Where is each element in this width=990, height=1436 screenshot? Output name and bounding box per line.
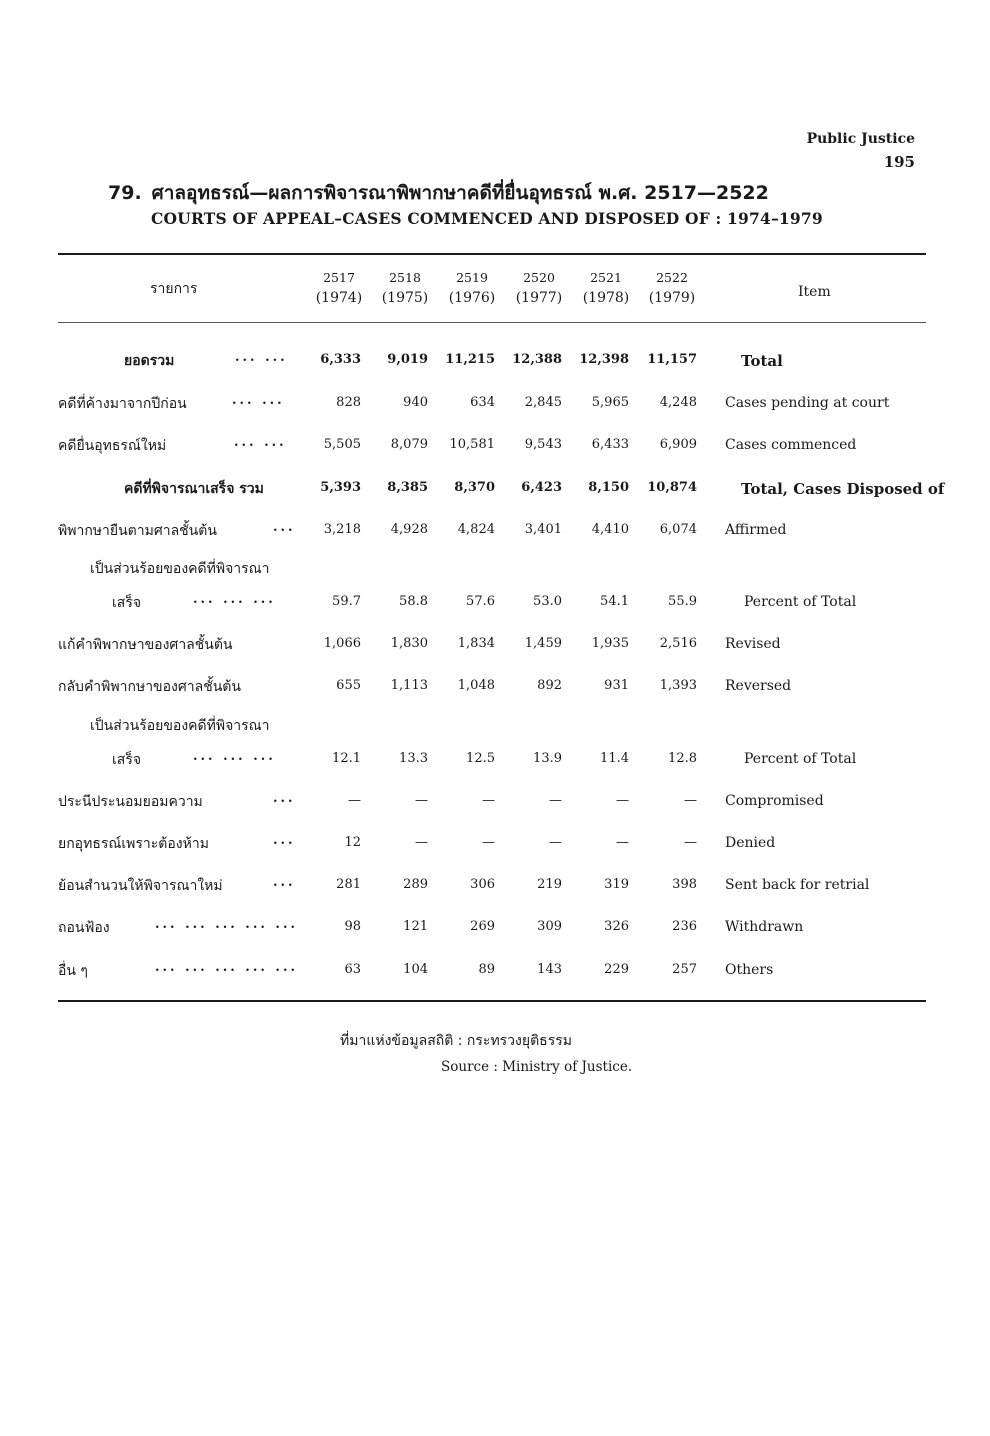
table-row: [0, 393, 990, 423]
cell-value: 57.6: [466, 594, 495, 609]
row-leader-dots: ... ...: [234, 435, 287, 450]
cell-value: 3,218: [323, 522, 361, 537]
row-label-thai: กลับคำพิพากษาของศาลชั้นต้น: [58, 679, 241, 695]
cell-value: 6,909: [659, 437, 697, 452]
row-label-english: Reversed: [725, 678, 792, 694]
cell-value: 143: [537, 962, 562, 977]
cell-value: 257: [672, 962, 697, 977]
table-row: [0, 350, 990, 380]
top-rule: [58, 253, 926, 255]
year-be: 2521: [590, 270, 622, 285]
cell-value: 11,215: [445, 352, 495, 367]
table-row: [0, 917, 990, 947]
row-label-thai: ถอนฟ้อง: [58, 920, 110, 936]
row-sub-label: เป็นส่วนร้อยของคดีที่พิจารณา: [90, 718, 270, 734]
cell-value: 5,505: [323, 437, 361, 452]
column-head-thai: รายการ: [150, 281, 198, 297]
row-leader-dots: ... ...: [232, 393, 285, 408]
cell-value: 4,824: [457, 522, 495, 537]
cell-value: 13.9: [533, 751, 562, 766]
row-label-english: Percent of Total: [744, 751, 857, 767]
row-label-thai: อื่น ๆ: [58, 963, 88, 979]
cell-value: 319: [604, 877, 629, 892]
cell-value: 655: [336, 678, 361, 693]
year-header: [308, 268, 370, 308]
cell-value: 1,830: [390, 636, 428, 651]
cell-value: —: [616, 835, 629, 850]
cell-value: —: [482, 793, 495, 808]
row-label-thai: แก้คำพิพากษาของศาลชั้นต้น: [58, 637, 233, 653]
year-be: 2522: [656, 270, 688, 285]
row-leader-dots: ... ... ...: [193, 749, 276, 764]
row-label-thai: ยกอุทธรณ์เพราะต้องห้าม: [58, 836, 209, 852]
row-label-english: Revised: [725, 636, 781, 652]
section-title: Public Justice: [806, 131, 915, 147]
cell-value: 4,410: [591, 522, 629, 537]
table-row: [0, 676, 990, 706]
cell-value: 940: [403, 395, 428, 410]
cell-value: 892: [537, 678, 562, 693]
row-label-english: Withdrawn: [725, 919, 804, 935]
cell-value: —: [482, 835, 495, 850]
cell-value: 12.1: [332, 751, 361, 766]
cell-value: 6,333: [320, 352, 361, 367]
cell-value: 326: [604, 919, 629, 934]
cell-value: 89: [478, 962, 495, 977]
cell-value: 9,019: [387, 352, 428, 367]
row-label-thai: คดีที่พิจารณาเสร็จ รวม: [124, 481, 264, 497]
cell-value: 6,423: [521, 480, 562, 495]
cell-value: 12: [344, 835, 361, 850]
row-label-english: Cases pending at court: [725, 395, 890, 411]
year-ce: (1977): [515, 290, 563, 306]
table-row: [0, 592, 990, 622]
table-row: [0, 435, 990, 465]
year-ce: (1979): [648, 290, 696, 306]
cell-value: 6,074: [659, 522, 697, 537]
page-number: 195: [883, 153, 915, 171]
cell-value: 2,845: [524, 395, 562, 410]
cell-value: 1,935: [591, 636, 629, 651]
cell-value: 8,079: [390, 437, 428, 452]
row-label-thai: คดีที่ค้างมาจากปีก่อน: [58, 396, 187, 412]
cell-value: 12,398: [579, 352, 629, 367]
cell-value: 1,066: [323, 636, 361, 651]
table-title-thai: [108, 178, 769, 208]
cell-value: 8,385: [387, 480, 428, 495]
table-row: [0, 634, 990, 664]
row-leader-dots: ... ... ... ... ...: [155, 917, 298, 932]
cell-value: —: [616, 793, 629, 808]
cell-value: 5,393: [320, 480, 361, 495]
cell-value: 12.5: [466, 751, 495, 766]
year-ce: (1978): [582, 290, 630, 306]
cell-value: 1,393: [659, 678, 697, 693]
cell-value: 9,543: [524, 437, 562, 452]
table-title-english: COURTS OF APPEAL–CASES COMMENCED AND DISPOSED OF : 1974–1979: [151, 209, 823, 228]
row-label-english: Compromised: [725, 793, 824, 809]
table-row: [0, 478, 990, 508]
cell-value: 1,113: [390, 678, 428, 693]
row-label-english: Sent back for retrial: [725, 877, 870, 893]
cell-value: 269: [470, 919, 495, 934]
row-leader-dots: ...: [273, 875, 296, 890]
cell-value: 4,928: [390, 522, 428, 537]
cell-value: —: [549, 835, 562, 850]
row-leader-dots: ...: [273, 833, 296, 848]
cell-value: 8,370: [454, 480, 495, 495]
cell-value: 3,401: [524, 522, 562, 537]
cell-value: 59.7: [332, 594, 361, 609]
table-row: [0, 875, 990, 905]
row-label-thai: เสร็จ: [112, 595, 142, 611]
cell-value: 53.0: [533, 594, 562, 609]
column-head-item: Item: [798, 284, 831, 300]
row-leader-dots: ... ... ... ... ...: [155, 960, 298, 975]
cell-value: 1,834: [457, 636, 495, 651]
cell-value: 121: [403, 919, 428, 934]
row-label-thai: พิพากษายืนตามศาลชั้นต้น: [58, 523, 217, 539]
year-header: [641, 268, 703, 308]
cell-value: —: [348, 793, 361, 808]
cell-value: 229: [604, 962, 629, 977]
table-row: [0, 749, 990, 779]
table-title-thai-text: ศาลอุทธรณ์—ผลการพิจารณาพิพากษาคดีที่ยื่นอุทธรณ์ พ.ศ. 2517—2522: [151, 182, 769, 204]
cell-value: 12,388: [512, 352, 562, 367]
source-english: Source : Ministry of Justice.: [441, 1059, 633, 1075]
cell-value: 281: [336, 877, 361, 892]
cell-value: 54.1: [600, 594, 629, 609]
cell-value: —: [684, 793, 697, 808]
row-label-english: Percent of Total: [744, 594, 857, 610]
year-ce: (1976): [448, 290, 496, 306]
row-leader-dots: ...: [273, 791, 296, 806]
cell-value: 4,248: [659, 395, 697, 410]
row-leader-dots: ... ... ...: [193, 592, 276, 607]
table-row: [0, 833, 990, 863]
cell-value: 5,965: [591, 395, 629, 410]
cell-value: 58.8: [399, 594, 428, 609]
cell-value: —: [415, 835, 428, 850]
cell-value: 1,048: [457, 678, 495, 693]
cell-value: 306: [470, 877, 495, 892]
bottom-rule: [58, 1000, 926, 1002]
cell-value: 98: [344, 919, 361, 934]
row-label-english: Others: [725, 962, 774, 978]
cell-value: —: [684, 835, 697, 850]
cell-value: 309: [537, 919, 562, 934]
table-row: [0, 960, 990, 990]
cell-value: 219: [537, 877, 562, 892]
year-ce: (1975): [381, 290, 429, 306]
row-leader-dots: ... ...: [235, 350, 288, 365]
row-label-thai: เสร็จ: [112, 752, 142, 768]
cell-value: —: [415, 793, 428, 808]
year-be: 2518: [389, 270, 421, 285]
cell-value: 55.9: [668, 594, 697, 609]
year-ce: (1974): [315, 290, 363, 306]
cell-value: 1,459: [524, 636, 562, 651]
cell-value: 10,581: [449, 437, 495, 452]
row-label-english: Denied: [725, 835, 776, 851]
row-label-english: Affirmed: [725, 522, 787, 538]
cell-value: 289: [403, 877, 428, 892]
year-header: [508, 268, 570, 308]
row-leader-dots: ...: [273, 520, 296, 535]
cell-value: 931: [604, 678, 629, 693]
cell-value: 634: [470, 395, 495, 410]
cell-value: 13.3: [399, 751, 428, 766]
cell-value: 104: [403, 962, 428, 977]
cell-value: 10,874: [647, 480, 697, 495]
row-sub-label: เป็นส่วนร้อยของคดีที่พิจารณา: [90, 561, 270, 577]
year-header: [374, 268, 436, 308]
cell-value: 63: [344, 962, 361, 977]
year-header: [575, 268, 637, 308]
header-rule: [58, 322, 926, 323]
row-label-english: Total, Cases Disposed of: [741, 480, 945, 498]
year-header: [441, 268, 503, 308]
cell-value: 828: [336, 395, 361, 410]
row-label-thai: ย้อนสำนวนให้พิจารณาใหม่: [58, 878, 223, 894]
source-thai: ที่มาแห่งข้อมูลสถิติ : กระทรวงยุติธรรม: [340, 1033, 572, 1049]
year-be: 2517: [323, 270, 355, 285]
year-be: 2519: [456, 270, 488, 285]
cell-value: 12.8: [668, 751, 697, 766]
row-label-english: Total: [741, 352, 783, 370]
row-label-thai: ประนีประนอมยอมความ: [58, 794, 203, 810]
table-row: [0, 791, 990, 821]
row-label-thai: คดียื่นอุทธรณ์ใหม่: [58, 438, 167, 454]
table-number: 79.: [108, 182, 142, 204]
cell-value: 11.4: [600, 751, 629, 766]
cell-value: 236: [672, 919, 697, 934]
cell-value: 2,516: [659, 636, 697, 651]
cell-value: 398: [672, 877, 697, 892]
cell-value: 8,150: [588, 480, 629, 495]
year-be: 2520: [523, 270, 555, 285]
row-label-thai: ยอดรวม: [124, 353, 175, 369]
cell-value: —: [549, 793, 562, 808]
table-row: [0, 520, 990, 550]
row-label-english: Cases commenced: [725, 437, 857, 453]
cell-value: 11,157: [647, 352, 697, 367]
cell-value: 6,433: [591, 437, 629, 452]
